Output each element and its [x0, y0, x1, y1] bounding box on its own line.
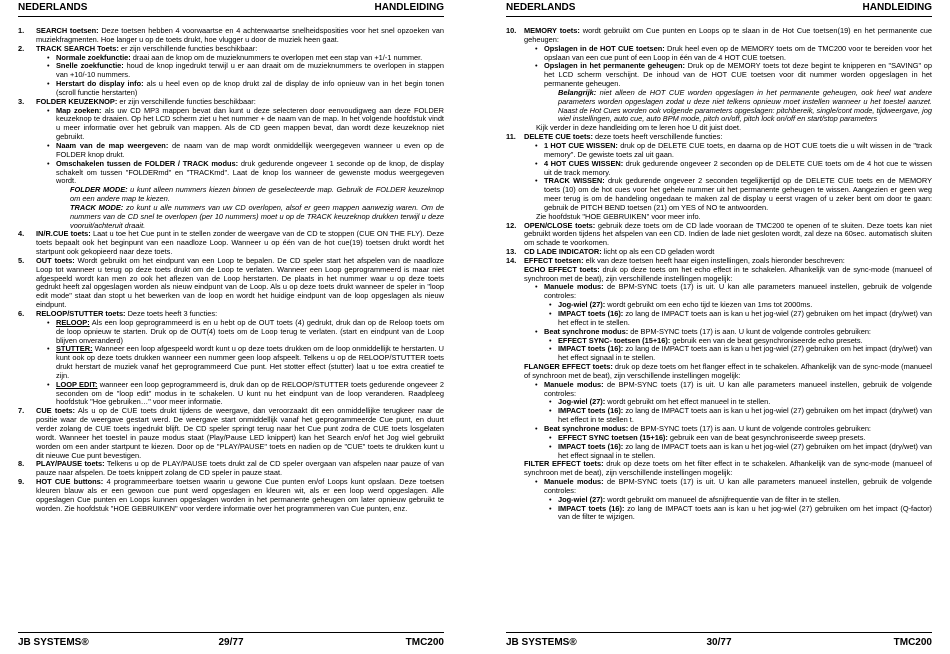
bullet-item [506, 381, 932, 399]
item-text: druk gedurende ongeveer 2 seconden tegelijkertijd op de DELETE CUE toets en de MEMORY toets (10) om de hot cues voor het gehele nummer uit het permanente geheugen te wissen. Aangezien er geen weg meer terug is om de handeling ongedaan te maken zal de display u eerst vragen of u zeker bent om door te gaan: gebruik de PITCH BEND toetsen (21) om YES of NO te antwoorden. [544, 176, 932, 212]
bullet-item [18, 80, 444, 98]
item-text: als uw CD MP3 mappen bevat dan kunt u deze selecteren door eenvoudigweg aan deze FOLDER keuzeknop te draaien. Op het LCD scherm ziet u het nummer + de naam van de map. In het volgende hoofdstuk vindt u meer informatie over het gebruik van mappen. Als de CD geen mappen bevat, dan wordt deze keuzeknop niet gebruikt. [56, 105, 444, 142]
item-heading: Beat synchrone modus: [544, 326, 629, 336]
item-heading: IN/R.CUE toets: [36, 229, 91, 239]
item-heading: Jog-wiel (27): [558, 300, 606, 310]
item-text: 4 programmeerbare toetsen waarin u gewone Cue punten en/of Loops kunt opslaan. Deze toetsen kleuren blauw als er een gewoon cue punt werd opgeslagen en kleuren wit, als er een loop werd opgeslagen. Alle opgeslagen Cue punten en Loops kunnen opgeslagen worden in het permanente geheugen om later opnieuw gebruikt te worden. Zie hoofdstuk "HOE GEBRUIKEN" voor verdere informatie over het programmeren van Cue punten, enz. [36, 477, 444, 513]
footer-brand: JB SYSTEMS® [506, 637, 577, 648]
footer-rule [506, 632, 932, 633]
bullet-item [506, 160, 932, 178]
item-number: 13. [506, 247, 517, 257]
bullet-item [506, 443, 932, 461]
item-heading: IMPACT toets (16): [558, 344, 624, 354]
numbered-item [506, 27, 932, 45]
numbered-item [18, 27, 444, 45]
item-heading: EFFECT SYNC- toetsen (15+16): [558, 335, 671, 345]
item-heading: RELOOP/STUTTER toets: [36, 309, 126, 318]
item-text: zo lang de IMPACT toets aan is kan u het jog-wiel (27) gebruiken om het impact (dry/wet) van het effect in te stellen t. [558, 406, 932, 425]
numbered-item [506, 257, 932, 266]
bullet-item [18, 381, 444, 408]
numbered-item [506, 222, 932, 249]
item-text: druk op deze toets om het echo effect in te schakelen. Afhankelijk van de sync-mode (manueel of synchroon met de beat), zijn verschillende instellingen mogelijk: [524, 264, 932, 283]
item-text: zo lang de IMPACT toets aan is kan u het jog-wiel (27) gebruiken om het impact (dry/wet) van het effect signaal in te stellen. [558, 344, 932, 363]
page-footer [506, 637, 932, 651]
bullet-item [506, 283, 932, 301]
italic-note [506, 89, 932, 124]
item-heading: IMPACT toets (16): [558, 441, 624, 451]
item-heading: 4 HOT CUES WISSEN: [544, 158, 624, 168]
item-heading: IMPACT toets (16): [558, 503, 625, 513]
italic-note [18, 204, 444, 231]
item-heading: STUTTER: [56, 344, 93, 354]
bullet-item [506, 505, 932, 523]
item-heading: SEARCH toetsen: [36, 27, 99, 35]
paragraph [506, 460, 932, 478]
item-text: Druk heel even op de MEMORY toets om de TMC200 voor te bereiden voor het opslaan van een cue punt of een Loop in één van de 4 HOT CUE toetsen. [544, 43, 932, 62]
page-number: 29/77 [218, 637, 244, 648]
left-page [18, 0, 444, 654]
item-text: houd de knop ingedrukt terwijl u er aan draait om de muzieknummers te overlopen in stappen van +10/-10 nummers. [56, 61, 444, 80]
item-text: de BPM-SYNC toets (17) is aan. U kunt de volgende controles gebruiken: [628, 423, 871, 433]
item-text: Deze toetsen hebben 4 voorwaartse en 4 achterwaartse snelheidsposities voor het snel opzoeken van muziekfragmenten. Hoe langer u op de toets drukt, hoe vlugger u door de muziek heen gaat. [36, 27, 444, 44]
header-title: HANDLEIDING [374, 2, 444, 13]
item-heading: FLANGER EFFECT toets: [524, 362, 613, 372]
bullet-item [506, 310, 932, 328]
item-text: de naam van de map wordt onmiddellijk weergegeven wanneer u even op de FOLDER knop drukt. [56, 140, 444, 159]
item-heading: ECHO EFFECT toets: [524, 264, 600, 274]
item-text: wanneer een loop geprogrammeerd is, druk dan op de RELOOP/STUTTER toets gedurende ongeveer 2 seconden om de "loop edit" modus in te schakelen. U kunt nu het eindpunt van de loop veranderen. Raadpleeg hoofdstuk "Hoe gebruiken…" voor meer informatie. [56, 379, 444, 407]
item-text: Als een loop geprogrammeerd is en u hebt op de OUT toets (4) gedrukt, druk dan op de Reloop toets om de loop opnieuw te starten. Druk op de OUT(4) toets om de Loop terug te verlaten. (start en eindpunt van de Loop blijven onveranderd) [56, 317, 444, 345]
item-heading: Opslagen in de HOT CUE toetsen: [544, 43, 665, 53]
page-body [18, 27, 444, 628]
numbered-item [18, 460, 444, 478]
italic-note [18, 186, 444, 204]
bullet-item [506, 478, 932, 496]
numbered-item [18, 257, 444, 310]
paragraph [506, 363, 932, 381]
bullet-item [506, 62, 932, 89]
item-heading: Omschakelen tussen de FOLDER / TRACK modus: [56, 158, 239, 168]
item-heading: Map zoeken: [56, 105, 102, 115]
item-heading: FOLDER KEUZEKNOP: [36, 96, 118, 106]
item-text: druk op deze toets om het flanger effect in te schakelen. Afhankelijk van de sync-mode (manueel of synchroon met de beat), zijn verschillende instellingen mogelijk: [524, 362, 932, 380]
item-text: zo lang de IMPACT toets aan is kan u het jog-wiel (27) gebruiken om het impact (dry/wet) van het effect in te stellen. [558, 309, 932, 327]
item-text: druk gedurende ongeveer 2 seconden op de DELETE CUE toets om de 4 hot cue te wissen uit de track memory. [544, 158, 932, 177]
item-heading: Belangrijk: [558, 87, 597, 97]
item-number: 3. [18, 96, 25, 106]
item-text: draai aan de knop om de muzieknummers te overlopen met een stap van +1/-1 nummer. [130, 52, 423, 62]
item-heading: Herstart do display info: [56, 79, 144, 89]
item-text: de BPM-SYNC toets (17) is uit. U kan alle parameters manueel instellen, gebruik de volgende controles: [544, 477, 932, 495]
item-number: 10. [506, 27, 517, 35]
item-heading: CUE toets: [36, 406, 75, 416]
item-heading: FILTER EFFECT toets: [524, 459, 604, 469]
item-number: 8. [18, 459, 25, 469]
item-number: 5. [18, 255, 25, 265]
item-number: 14. [506, 255, 517, 265]
bullet-item [506, 177, 932, 212]
bullet-item [18, 319, 444, 346]
item-text: er zijn verschillende functies beschikbaar: [118, 43, 258, 53]
numbered-item [18, 478, 444, 513]
footer-model: TMC200 [893, 637, 932, 648]
item-text: wordt gebruikt om een echo tijd te kiezen van 1ms tot 2000ms. [605, 300, 813, 310]
header-language: NEDERLANDS [506, 2, 576, 13]
item-text: Als u op de CUE toets drukt tijdens de weergave, dan veroorzaakt dit een onmiddellijke terugkeer naar de positie waar de weergave gestart werd. De weergave start onmiddellijk vanaf het geprogrammeerde Cue punt, en duurt verder zolang de CUE toets ingedrukt blijft. De CD speler springt terug naar het Cue punt zodra de CUE toets losgelaten wordt. Wanneer het toestel in pauze modus staat (Play/Pause LED knippert) kan het Search en/of het Jog wiel gebruikt worden om een ander startpunt te kiezen. Door op de "PLAY/PAUSE" toets en nadien op de "CUE" toets te drukken kunt u dit nieuwe Cue punt bevestigen. [36, 406, 444, 460]
item-heading: Manuele modus: [544, 379, 604, 389]
item-heading: 1 HOT CUE WISSEN: [544, 140, 618, 150]
item-number: 9. [18, 477, 25, 487]
item-heading: FOLDER MODE: [70, 185, 128, 195]
item-heading: TRACK SEARCH Toets: [36, 43, 119, 53]
item-heading: TRACK MODE: [70, 202, 124, 212]
paragraph [506, 266, 932, 284]
footer-brand: JB SYSTEMS® [18, 637, 89, 648]
item-text: druk gedurende ongeveer 1 seconde op de knop, de display schakelt om tussen "FOLDERmd" en "TRACKmd". Laat de knop los wanneer de gewenste modus weergegeven wordt. [56, 158, 444, 186]
page-number: 30/77 [706, 637, 732, 648]
item-text: de BPM-SYNC toets (17) is aan. U kunt de volgende controles gebruiken: [628, 326, 871, 336]
bullet-item [506, 345, 932, 363]
item-heading: IMPACT toets (16): [558, 309, 624, 318]
item-number: 4. [18, 229, 25, 239]
item-text: niet alleen de HOT CUE worden opgeslagen in het permanente geheugen, ook heel wat andere parameters worden opgeslagen zodat u deze niet telkens opnieuw moet instellen wanneer u het toestel aanzet. Naast de Hot Cues worden ook volgende parameters opgeslagen: pitchbereik, single/cont mode, tijdweergave, jog wiel instellingen, auto cue, auto BPM mode, pitch on/off, pitch lock on/off en start/stop parameters [558, 87, 932, 124]
item-number: 12. [506, 220, 517, 230]
item-text: Laat u toe het Cue punt in te stellen zonder de weergave van de CD te stoppen (CUE ON THE FLY). Deze toets bepaalt ook het beginpunt van een naadloze Loop. Wanneer u op één van de hot cue(19) toetsen drukt wordt het startpunt ook gekopieerd naar deze toets. [36, 229, 444, 257]
item-number: 7. [18, 406, 25, 416]
item-text: deze toets heeft verschillende functies: [592, 132, 723, 142]
item-text: wordt gebruikt om het effect manueel in te stellen. [605, 397, 771, 407]
item-number: 1. [18, 27, 25, 35]
header-title: HANDLEIDING [862, 2, 932, 13]
item-text: de BPM-SYNC toets (17) is uit. U kan alle parameters manueel instellen, gebruik de volgende controles: [544, 282, 932, 301]
item-heading: Normale zoekfunctie: [56, 52, 131, 62]
bullet-item [506, 142, 932, 160]
item-text: de BPM-SYNC toets (17) is uit. U kan alle parameters manueel instellen, gebruik de volgende controles: [544, 379, 932, 398]
item-heading: Jog-wiel (27): [558, 494, 606, 504]
bullet-item [18, 142, 444, 160]
item-text: gebruik een van de beat gesynchroniseerde echo presets. [670, 335, 863, 345]
numbered-item [18, 407, 444, 460]
item-heading: Jog-wiel (27): [558, 397, 606, 407]
bullet-item [18, 107, 444, 142]
bullet-item [18, 345, 444, 380]
item-heading: OUT toets: [36, 255, 75, 265]
item-heading: OPEN/CLOSE toets: [524, 220, 596, 230]
item-heading: Opslagen in het permanente geheugen: [544, 61, 686, 71]
item-heading: Snelle zoekfunctie: [56, 61, 124, 71]
item-heading: HOT CUE buttons: [36, 477, 104, 487]
item-heading: Naam van de map weergeven: [56, 140, 169, 150]
header-rule [18, 16, 444, 17]
page-header [506, 2, 932, 16]
item-text: licht op als een CD geladen wordt [601, 247, 715, 257]
item-text: zo kunt u alle nummers van uw CD overlopen, alsof er geen mappen aanwezig waren. Om de nummers van de CD snel te overlopen (per 10 nummers) moet u op de TRACK keuzeknop drukken terwijl u deze vooruit/achteruit draait. [70, 202, 444, 230]
item-heading: EFFECT toetsen: [524, 255, 584, 265]
item-heading: PLAY/PAUSE toets: [36, 459, 105, 469]
page-header [18, 2, 444, 16]
item-number: 2. [18, 43, 25, 53]
item-heading: EFFECT SYNC toetsen (15+16): [558, 432, 668, 442]
item-number: 11. [506, 132, 516, 142]
item-text: wordt gebruikt om manueel de afsnijfrequentie van de filter in te stellen. [605, 494, 841, 504]
item-number: 6. [18, 309, 25, 318]
item-text: er zijn verschillende functies beschikbaar: [117, 96, 256, 106]
item-heading: LOOP EDIT: [56, 379, 98, 389]
bullet-item [506, 45, 932, 63]
item-heading: Beat synchrone modus: [544, 423, 629, 433]
item-text: Deze toets heeft 3 functies: [125, 309, 218, 318]
footer-model: TMC200 [405, 637, 444, 648]
item-text: Kijk verder in deze handleiding om te leren hoe U dit juist doet. [536, 123, 742, 133]
numbered-item [18, 230, 444, 257]
item-text: gebruik deze toets om de CD lade vooraan de TMC200 te openen of te sluiten. Deze toets kan niet gebruikt worden tijdens het afspelen van een CD. Indien de lade niet gesloten wordt, zal deze na 60sec. automatisch sluiten om schade te voorkomen. [524, 220, 932, 248]
item-text: druk op de DELETE CUE toets, en daarna op de HOT CUE toets die u wilt wissen in de "track memory". De gewiste toets zal uit gaan. [544, 140, 932, 159]
item-text: Telkens u op de PLAY/PAUSE toets drukt zal de CD speler overgaan van afspelen naar pauze of van pauze naar afspelen. De toets knippert zolang de CD speler in pauze staat. [36, 459, 444, 478]
item-text: als u heel even op de knop drukt zal de display de info opnieuw van in het begin tonen (scroll functie herstarten) [56, 79, 444, 97]
header-language: NEDERLANDS [18, 2, 88, 13]
item-heading: MEMORY toets: [524, 27, 580, 35]
header-rule [506, 16, 932, 17]
item-heading: TRACK WISSEN: [544, 176, 605, 186]
item-text: wordt gebruikt om Cue punten en Loops op te slaan in de Hot Cue toetsen(19) en het permanente cue geheugen: [524, 27, 932, 44]
page-footer [18, 637, 444, 651]
item-text: zo lang de IMPACT toets aan is kan u het jog-wiel (27) gebruiken om het impact (dry/wet) van het effect signaal in te stellen. [558, 441, 932, 460]
item-heading: Manuele modus: [544, 282, 604, 292]
item-text: elk van deze toetsen heeft haar eigen instellingen, zoals hieronder beschreven: [583, 255, 845, 265]
item-heading: IMPACT toets (16): [558, 406, 624, 416]
item-text: zo lang de IMPACT toets aan is kan u het jog-wiel (27) gebruiken om het impact (Q-factor) van de filter te wijzigen. [558, 503, 932, 522]
item-heading: Manuele modus: [544, 477, 604, 487]
page-body [506, 27, 932, 628]
item-heading: CD LADE INDICATOR: [524, 247, 602, 257]
bullet-item [18, 62, 444, 80]
item-heading: DELETE CUE toets: [524, 132, 593, 142]
item-text: Wordt gebruikt om het eindpunt van een Loop te bepalen. De CD speler start het afspelen van de naadloze Loop tot wanneer u terug op deze toets drukt om de Loop te verlaten. Wanneer een Loop geprogrammeerd is maar niet afgespeeld wordt kan men zo ook het aflezen van de Loop herstarten. De plaats in het nummer waar u op deze toets gedrukt heeft zal opgeslagen worden als nieuw eindpunt van de Loop. Als u op deze toets drukt wanneer de speler in "loop edit mode" staat dan stopt u het bewerken van de loop en wordt het huidige eindpunt van de loop opgeslagen als nieuw eindpunt. [36, 255, 444, 310]
item-text: Druk op de MEMORY toets tot deze begint te knipperen en "SAVING" op het LCD scherm verschijnt. De inhoud van de HOT CUE toetsen voor dit nummer worden opgeslagen in het permanente geheugen. [544, 61, 932, 89]
footer-rule [18, 632, 444, 633]
bullet-item [18, 160, 444, 187]
bullet-item [506, 407, 932, 425]
item-text: Zie hoofdstuk "HOE GEBRUIKEN" voor meer info. [536, 211, 701, 221]
item-text: u kunt alleen nummers kiezen binnen de geselecteerde map. Gebruik de FOLDER keuzeknop om een andere map te kiezen. [70, 185, 444, 204]
item-text: gebruik een van de beat gesynchroniseerde sweep presets. [667, 432, 866, 442]
right-page [506, 0, 932, 654]
item-text: Wanneer een loop afgespeeld wordt kunt u op deze toets drukken om de loop onmiddellijk te herstarten. U kunt ook op deze toets drukken wanneer een nummer geen loop afspeelt. Telkens u op de RELOOP/STUTTER toets drukt herstart de muziek vanaf het geprogrammeerd Cue punt. Het stotter effect (stutter) laat u toe extra creatief te zijn. [56, 344, 444, 380]
item-heading: RELOOP: [56, 317, 90, 327]
item-text: druk op deze toets om het filter effect in te schakelen. Afhankelijk van de sync-mode (manueel of synchroon met de beat), zijn verschillende instellingen mogelijk: [524, 459, 932, 478]
